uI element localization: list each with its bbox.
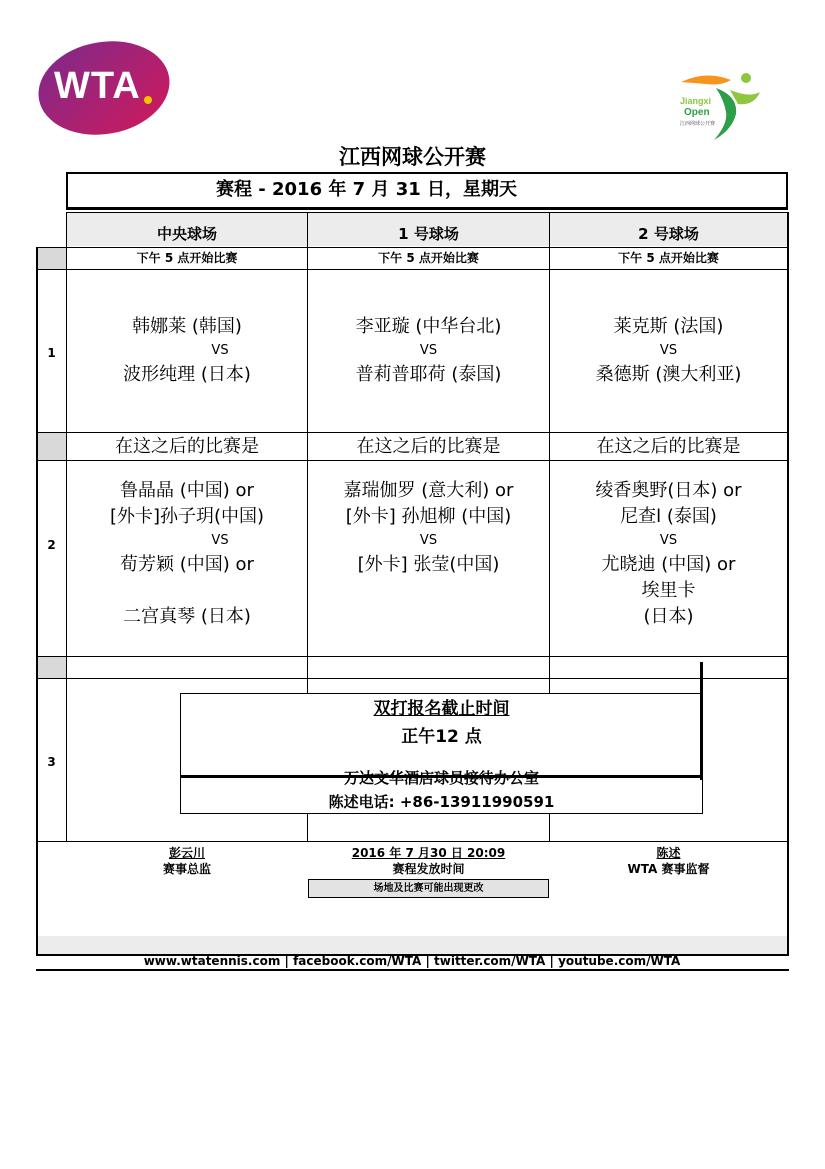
wta-logo-text: WTA [54, 65, 141, 107]
footer-bottom-bg [36, 936, 788, 954]
wta-logo [36, 40, 172, 136]
player-name: (日本) [643, 606, 694, 627]
player-name: [外卡] 张莹(中国) [357, 554, 500, 575]
player-name: 波形纯理 (日本) [123, 364, 251, 385]
start-time-center: 下午 5 点开始比赛 [136, 251, 238, 265]
referee-role: 赛事总监 [162, 862, 211, 876]
court-name-1: 1 号球场 [398, 225, 459, 243]
start-time-2: 下午 5 点开始比赛 [618, 251, 719, 265]
schedule-title: 赛程 - 2016 年 7 月 31 日，星期天 [216, 179, 518, 200]
match-r1-court2 [550, 314, 787, 388]
court-name-center: 中央球场 [156, 225, 217, 243]
player-name: 尤晓迪 (中国) or [601, 554, 736, 575]
player-name: 二宫真琴 (日本) [123, 606, 251, 627]
jiangxi-logo-line1: Jiangxi [680, 96, 712, 106]
vs-label: VS [659, 343, 678, 358]
match-r2-center [67, 478, 307, 630]
jiangxi-logo-line3: 江西网球公开赛 [680, 121, 716, 127]
release-label: 赛程发放时间 [392, 862, 465, 876]
start-time-1: 下午 5 点开始比赛 [378, 251, 479, 265]
player-name: 荀芳颖 (中国) or [120, 554, 254, 575]
round-number-2: 2 [47, 538, 56, 552]
player-name: 桑德斯 (澳大利亚) [595, 364, 742, 385]
player-name: [外卡]孙子玥(中国) [109, 506, 265, 527]
match-r1-center [67, 314, 307, 388]
followed-by-center: 在这之后的比赛是 [115, 436, 259, 457]
vs-label: VS [419, 533, 438, 548]
player-name: [外卡] 孙旭柳 (中国) [345, 506, 512, 527]
court-name-2: 2 号球场 [638, 225, 699, 243]
vs-label: VS [211, 533, 229, 548]
vs-label: VS [211, 343, 229, 358]
jiangxi-open-logo [676, 68, 768, 142]
followed-by-court2: 在这之后的比赛是 [596, 436, 741, 457]
release-datetime: 2016 年 7 月30 日 20:09 [351, 846, 506, 860]
match-r1-court1 [308, 314, 549, 388]
notice-box-shadow-right [700, 662, 703, 780]
match-r2-court1 [308, 478, 549, 578]
doubles-location: 万达文华酒店球员接待办公室 [343, 769, 539, 787]
followed-by-court1: 在这之后的比赛是 [356, 436, 501, 457]
player-name: 绫香奥野(日本) or [595, 480, 742, 501]
player-name: 鲁晶晶 (中国) or [120, 480, 254, 501]
player-name: 普莉普耶荷 (泰国) [355, 364, 502, 385]
doubles-contact: 陈述电话: +86-13911990591 [328, 793, 555, 811]
change-notice: 场地及比赛可能出现更改 [308, 879, 549, 898]
footer-links: www.wtatennis.com | facebook.com/WTA | twitter.com/WTA | youtube.com/WTA [143, 954, 681, 968]
player-name: 埃里卡 [641, 580, 696, 601]
doubles-time: 正午12 点 [401, 727, 482, 747]
player-name: 尼查l (泰国) [620, 506, 717, 527]
row-marker-after1 [36, 432, 67, 460]
match-r2-court2 [550, 478, 787, 630]
row-marker-start [36, 247, 67, 269]
vs-label: VS [419, 343, 438, 358]
player-name: 韩娜莱 (韩国) [132, 316, 242, 337]
supervisor-role: WTA 赛事监督 [627, 862, 710, 876]
jiangxi-logo-line2: Open [684, 107, 710, 118]
player-name: 李亚璇 (中华台北) [355, 316, 502, 337]
round-number-3: 3 [47, 755, 56, 769]
referee-name: 彭云川 [168, 846, 205, 860]
player-name: 莱克斯 (法国) [613, 316, 724, 337]
tournament-title: 江西网球公开赛 [339, 145, 486, 169]
player-name [67, 578, 307, 604]
round-number-1: 1 [47, 346, 56, 360]
doubles-title: 双打报名截止时间 [373, 699, 510, 719]
row-marker-after2 [36, 656, 67, 678]
supervisor-name: 陈述 [656, 846, 681, 860]
player-name: 嘉瑞伽罗 (意大利) or [343, 480, 514, 501]
vs-label: VS [659, 533, 678, 548]
